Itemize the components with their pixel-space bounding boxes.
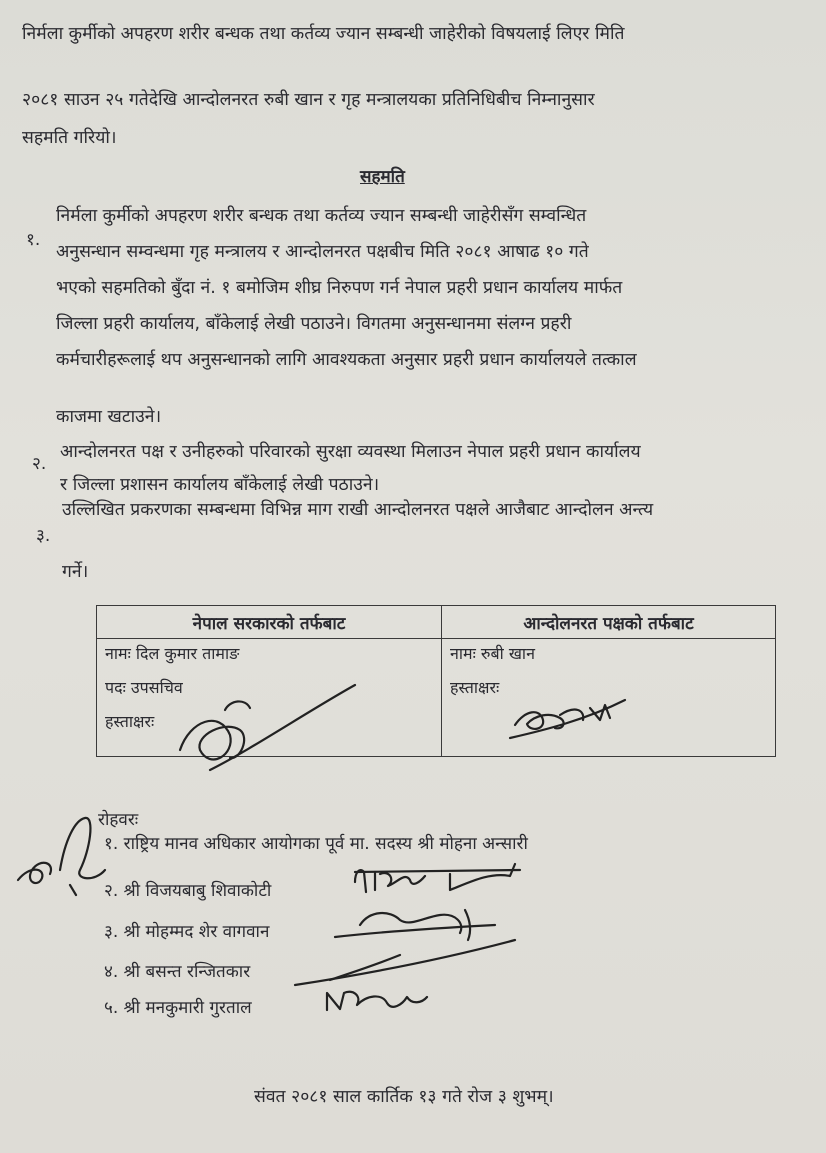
- protester-signature-label: हस्ताक्षरः: [450, 678, 500, 697]
- item-1-number: १.: [26, 230, 41, 250]
- witness-2: २. श्री विजयबाबु शिवाकोटी: [104, 881, 272, 901]
- document-date-footer: संवत २०८१ साल कार्तिक १३ गते रोज ३ शुभम्।: [254, 1087, 554, 1107]
- witness-3: ३. श्री मोहम्मद शेर वागवान: [104, 922, 270, 942]
- witness-4-signature: [290, 935, 520, 990]
- table-header-protesters: आन्दोलनरत पक्षको तर्फबाट: [442, 606, 776, 639]
- item-1-line-2: अनुसन्धान सम्वन्धमा गृह मन्त्रालय र आन्दोलनरत पक्षबीच मिति २०८१ आषाढ १० गते: [56, 242, 589, 262]
- item-3-line-1: उल्लिखित प्रकरणका सम्बन्धमा विभिन्न माग राखी आन्दोलनरत पक्षले आजैबाट आन्दोलन अन्त्य: [62, 500, 654, 520]
- witness-5: ५. श्री मनकुमारी गुरताल: [104, 998, 252, 1018]
- item-2-line-1: आन्दोलनरत पक्ष र उनीहरुको परिवारको सुरक्षा व्यवस्था मिलाउन नेपाल प्रहरी प्रधान कार्यालय: [60, 442, 641, 462]
- government-name: नामः दिल कुमार तामाङ: [105, 644, 240, 663]
- government-post: पदः उपसचिव: [105, 678, 183, 697]
- item-3-line-2: गर्ने।: [62, 562, 89, 582]
- protester-signature-handwritten: [505, 690, 635, 750]
- section-heading: सहमति: [360, 167, 405, 187]
- table-header-government: नेपाल सरकारको तर्फबाट: [97, 606, 442, 639]
- witness-1-margin-signature: [10, 810, 110, 900]
- item-3-number: ३.: [36, 526, 51, 546]
- government-signature-label: हस्ताक्षरः: [105, 712, 155, 731]
- protester-name: नामः रुबी खान: [450, 644, 535, 663]
- witness-4: ४. श्री बसन्त रन्जितकार: [104, 962, 251, 982]
- government-signature-handwritten: [170, 680, 370, 780]
- item-1-line-5: कर्मचारीहरूलाई थप अनुसन्धानको लागि आवश्यकता अनुसार प्रहरी प्रधान कार्यालयले तत्काल: [56, 350, 637, 370]
- witness-1: १. राष्ट्रिय मानव अधिकार आयोगका पूर्व मा. सदस्य श्री मोहना अन्सारी: [104, 834, 528, 854]
- item-1-line-1: निर्मला कुर्मीको अपहरण शरीर बन्धक तथा कर्तव्य ज्यान सम्बन्धी जाहेरीसँग सम्वन्धित: [56, 206, 587, 226]
- intro-line-3: सहमति गरियो।: [22, 128, 117, 148]
- item-1-line-3: भएको सहमतिको बुँदा नं. १ बमोजिम शीघ्र निरुपण गर्न नेपाल प्रहरी प्रधान कार्यालय मार्फत: [56, 278, 623, 298]
- item-2-line-2: र जिल्ला प्रशासन कार्यालय बाँकेलाई लेखी पठाउने।: [60, 475, 380, 495]
- intro-line-1: निर्मला कुर्मीको अपहरण शरीर बन्धक तथा कर्तव्य ज्यान सम्बन्धी जाहेरीको विषयलाई लिएर मिति: [22, 24, 625, 44]
- item-1-line-6: काजमा खटाउने।: [56, 407, 162, 427]
- intro-line-2: २०८१ साउन २५ गतेदेखि आन्दोलनरत रुबी खान र गृह मन्त्रालयका प्रतिनिधिबीच निम्नानुसार: [22, 90, 595, 110]
- witness-5-signature: [322, 985, 432, 1020]
- witness-2-signature: [350, 862, 530, 902]
- witness-label: रोहवरः: [98, 810, 139, 830]
- item-2-number: २.: [32, 454, 47, 474]
- item-1-line-4: जिल्ला प्रहरी कार्यालय, बाँकेलाई लेखी पठाउने। विगतमा अनुसन्धानमा संलग्न प्रहरी: [56, 314, 572, 334]
